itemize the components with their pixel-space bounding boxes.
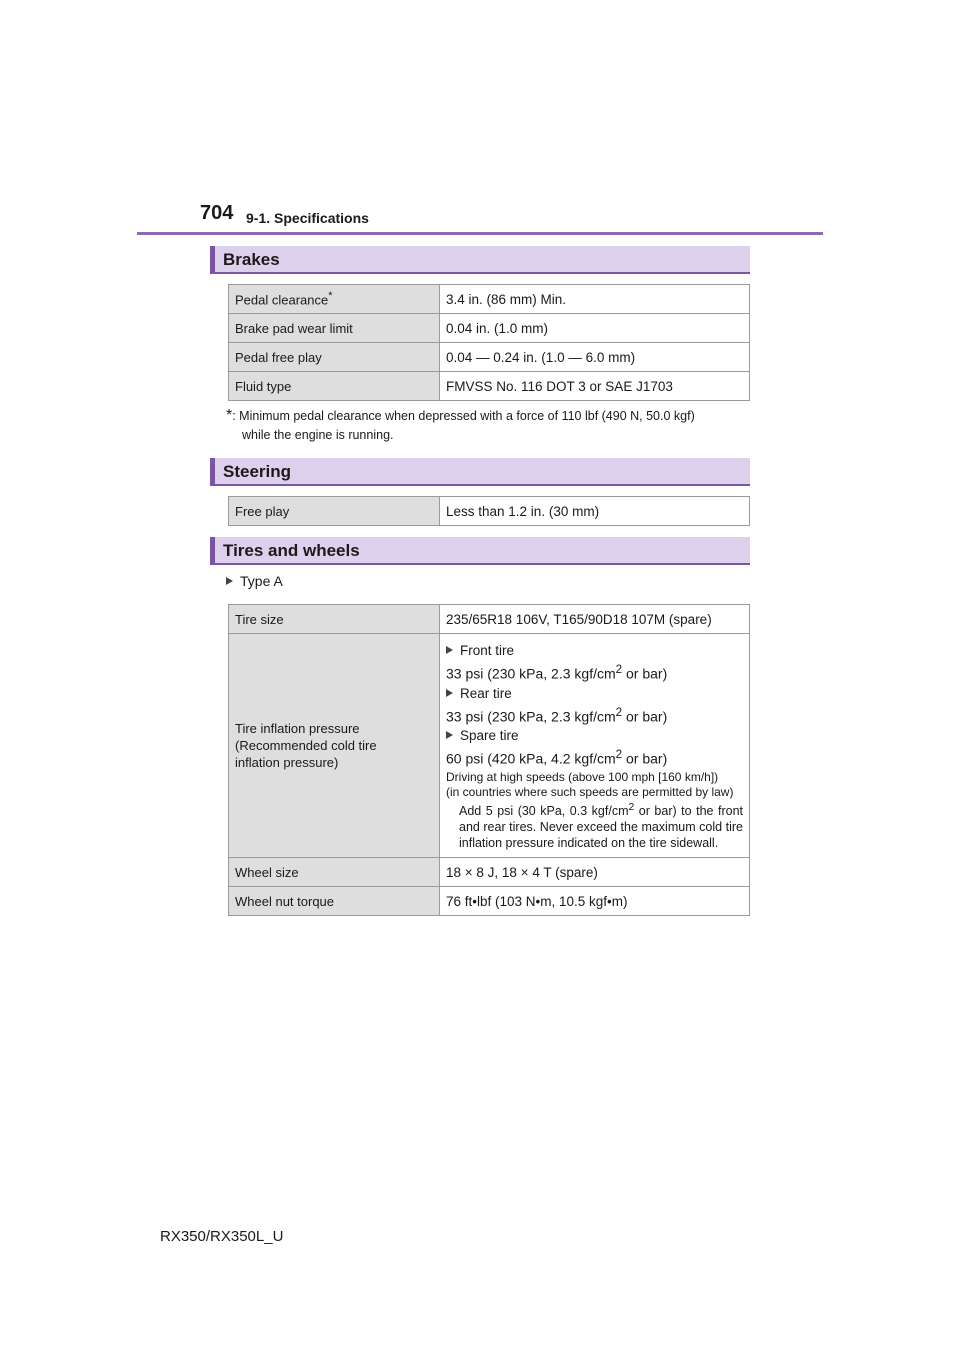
table-row	[229, 887, 750, 916]
triangle-bullet-icon	[226, 577, 233, 585]
high-speed-note: Driving at high speeds (above 100 mph [160 km/h]) (in countries where such speeds are permitted by law)	[446, 769, 734, 799]
table-row	[229, 497, 750, 526]
rear-tire-label: Rear tire	[446, 685, 743, 702]
table-value: FMVSS No. 116 DOT 3 or SAE J1703	[440, 372, 750, 401]
table-key: Wheel nut torque	[229, 887, 440, 916]
table-key: Pedal free play	[229, 343, 440, 372]
inflation-values	[440, 634, 750, 858]
tires-table	[228, 604, 750, 916]
table-value: 0.04 — 0.24 in. (1.0 — 6.0 mm)	[440, 343, 750, 372]
model-footer: RX350/RX350L_U	[160, 1228, 284, 1245]
type-a-label: Type A	[226, 573, 283, 589]
table-key: Wheel size	[229, 858, 440, 887]
table-value: 235/65R18 106V, T165/90D18 107M (spare)	[440, 605, 750, 634]
section-title: 9-1. Specifications	[246, 210, 369, 226]
steering-heading: Steering	[210, 458, 750, 486]
footnote-star: *	[226, 407, 233, 424]
table-key: Tire inflation pressure (Recommended cold tire inflation pressure)	[229, 634, 440, 858]
table-value: 0.04 in. (1.0 mm)	[440, 314, 750, 343]
table-key: Tire size	[229, 605, 440, 634]
table-key: Brake pad wear limit	[229, 314, 440, 343]
spare-tire-value: 60 psi (420 kPa, 4.2 kgf/$cm^2$ or bar)	[446, 748, 668, 767]
triangle-bullet-icon	[446, 689, 453, 697]
tires-heading: Tires and wheels	[210, 537, 750, 565]
table-value: 3.4 in. (86 mm) Min.	[440, 285, 750, 314]
table-value: 18 × 8 J, 18 × 4 T (spare)	[440, 858, 750, 887]
front-tire-value: 33 psi (230 kPa, 2.3 kgf/$cm^2$ or bar)	[446, 663, 668, 682]
table-row	[229, 634, 750, 858]
table-key: Pedal clearance*	[229, 285, 440, 314]
brakes-heading: Brakes	[210, 246, 750, 274]
steering-table	[228, 496, 750, 526]
header-rule	[137, 232, 823, 235]
table-row	[229, 285, 750, 314]
table-row	[229, 605, 750, 634]
table-row	[229, 372, 750, 401]
brakes-footnote: *: Minimum pedal clearance when depressed with a force of 110 lbf (490 N, 50.0 kgf) while the engine is running.	[226, 407, 695, 442]
table-row	[229, 858, 750, 887]
triangle-bullet-icon	[446, 646, 453, 654]
table-value: 76 ft•lbf (103 N•m, 10.5 kgf•m)	[440, 887, 750, 916]
high-speed-instruction: Add 5 psi (30 kPa, 0.3 kgf/$cm^2$ or bar) to the front and rear tires. Never exceed the maximum cold tire inflation pressure indicated on the tire sidewall.	[459, 801, 743, 851]
rear-tire-value: 33 psi (230 kPa, 2.3 kgf/$cm^2$ or bar)	[446, 705, 668, 725]
front-tire-label: Front tire	[446, 642, 743, 659]
table-value: Less than 1.2 in. (30 mm)	[440, 497, 750, 526]
brakes-table	[228, 284, 750, 401]
table-row	[229, 314, 750, 343]
footnote-marker: *	[328, 290, 333, 303]
table-row	[229, 343, 750, 372]
page-number: 704	[200, 202, 234, 224]
table-key: Fluid type	[229, 372, 440, 401]
table-key: Free play	[229, 497, 440, 526]
spare-tire-label: Spare tire	[446, 727, 743, 744]
triangle-bullet-icon	[446, 731, 453, 739]
